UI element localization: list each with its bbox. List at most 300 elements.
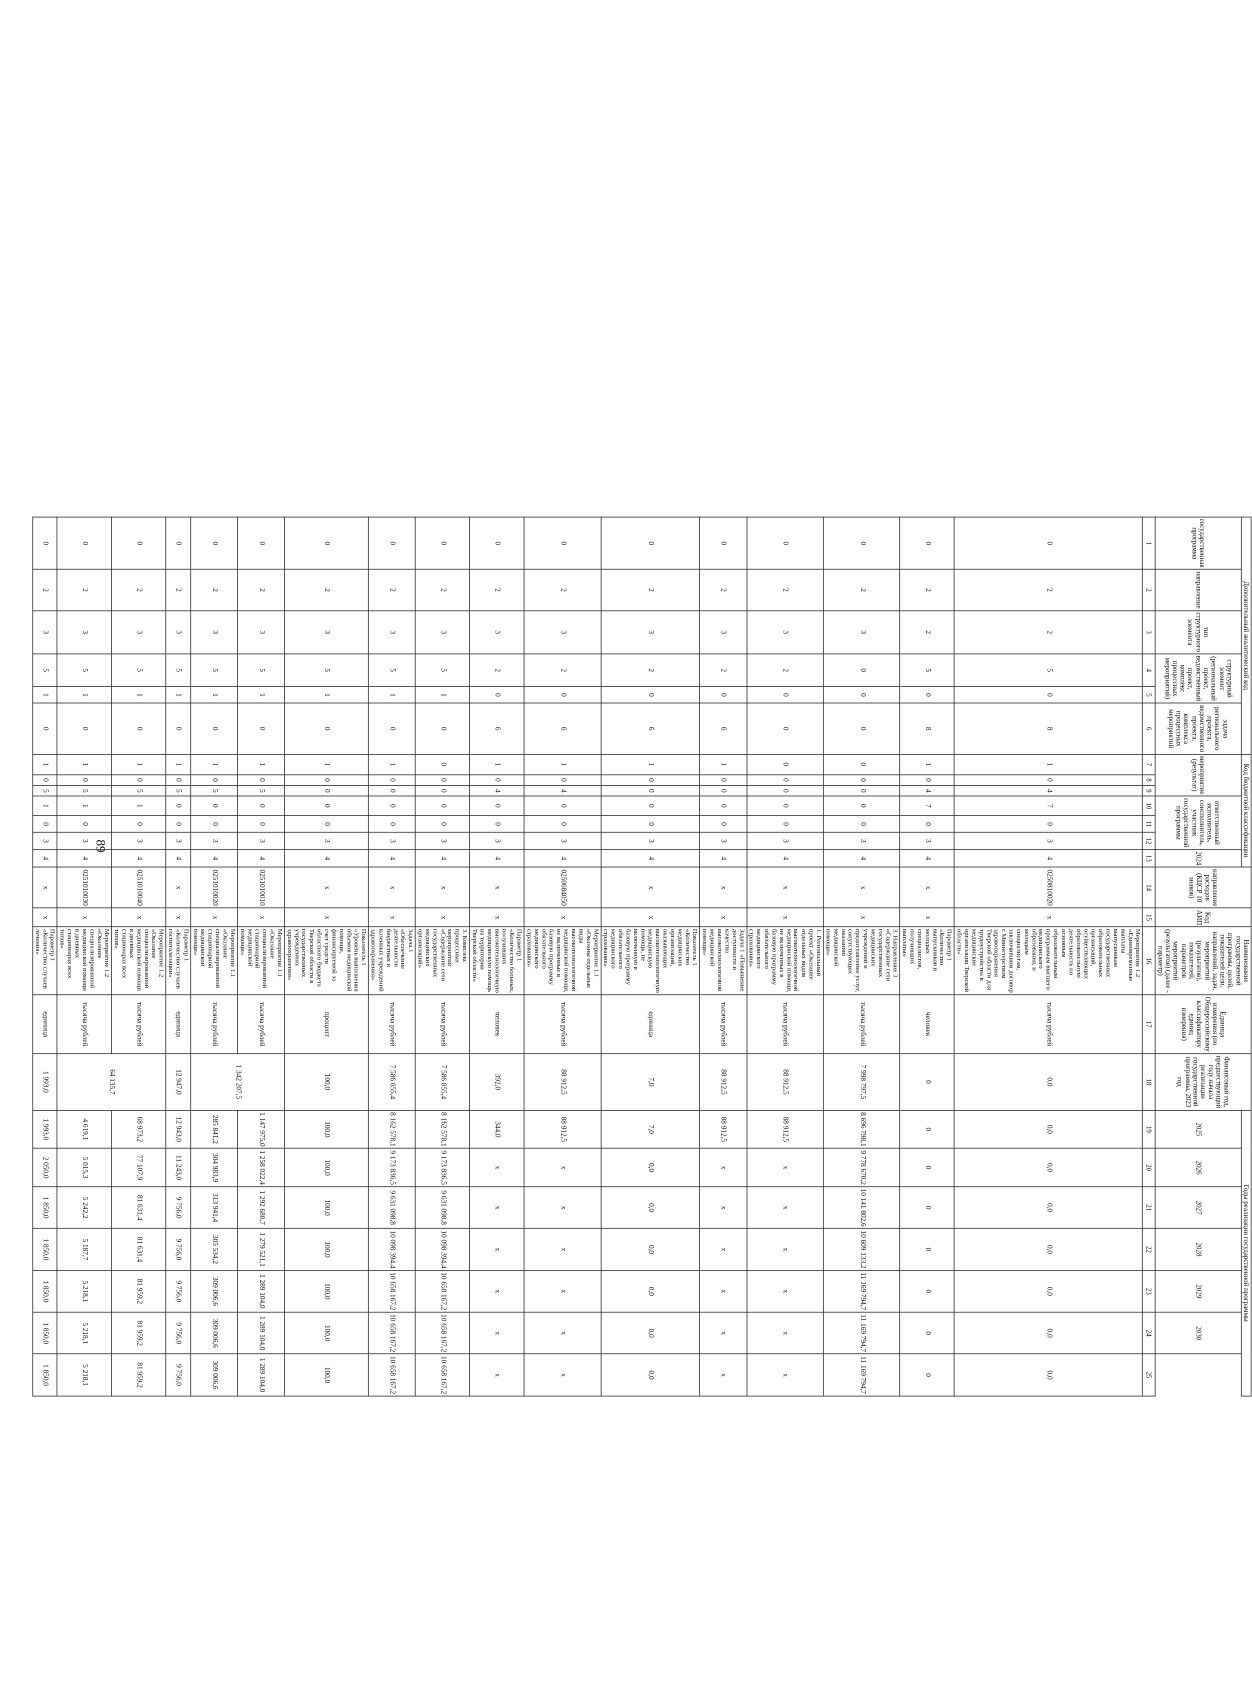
column-number: 1: [1143, 517, 1156, 569]
year-value-cell: 7,0: [601, 1110, 700, 1148]
code-cell: 0: [900, 517, 954, 569]
code-cell: 3: [112, 832, 166, 849]
code-cell: 5: [954, 654, 1142, 687]
code-cell: 0: [284, 774, 368, 785]
code-cell: 0: [470, 816, 524, 833]
code-cell: 0: [57, 703, 111, 754]
code-cell: 0: [112, 816, 166, 833]
base-year-cell: 7 586 055,4: [415, 1054, 469, 1111]
year-value-cell: 1 993,0: [33, 1110, 58, 1148]
code-cell: 4: [284, 849, 368, 867]
year-value-cell: 100,0: [284, 1148, 368, 1186]
year-value-cell: x: [700, 1354, 747, 1396]
year-value-cell: 10 141 802,6: [823, 1187, 900, 1229]
code-cell: 1: [166, 687, 191, 704]
header-direction: направление: [1155, 569, 1241, 610]
header-structural-element: структурный элемент (региональный проект, ведомственный проект, комплекс процессных мероприятий): [1155, 654, 1241, 704]
code-cell: 4: [470, 785, 524, 796]
table-row: [601, 517, 700, 1396]
code-cell: 3: [700, 610, 747, 653]
code-cell: 0: [112, 703, 166, 754]
year-value-cell: 10 658 167,2: [369, 1312, 416, 1354]
base-year-cell: 7 998 797,5: [823, 1054, 900, 1111]
code-cell: 1: [601, 754, 700, 774]
year-value-cell: 8 162 578,1: [369, 1110, 416, 1148]
code-cell: 0: [57, 816, 111, 833]
code-cell: 3: [112, 610, 166, 653]
code-cell: 0: [284, 796, 368, 815]
code-cell: 0: [700, 785, 747, 796]
code-cell: 0: [601, 517, 700, 569]
code-cell: 3: [524, 610, 601, 653]
year-value-cell: 100,0: [284, 1187, 368, 1229]
code-cell: 3: [166, 610, 191, 653]
code-cell: 1: [900, 754, 954, 774]
header-year-2024: 2024: [1155, 849, 1241, 867]
code-cell: 0: [166, 517, 191, 569]
year-value-cell: 10 658 167,2: [369, 1354, 416, 1396]
code-cell: 4: [191, 849, 238, 867]
base-year-cell: 392,0: [470, 1054, 524, 1111]
kcsr-cell: x: [284, 867, 368, 908]
header-element-type: тип структурного элемента: [1155, 610, 1241, 653]
year-value-cell: 9 173 836,5: [415, 1148, 469, 1186]
code-cell: 0: [237, 517, 284, 569]
code-cell: 4: [237, 849, 284, 867]
unit-cell: тысяча рублей: [57, 995, 111, 1054]
table-row: [112, 517, 166, 1396]
header-row-group: [1241, 517, 1251, 1396]
code-cell: 2: [954, 610, 1142, 653]
year-value-cell: 81 631,4: [112, 1229, 166, 1271]
code-cell: 0: [57, 517, 111, 569]
year-value-cell: 4 619,1: [57, 1110, 111, 1148]
year-value-cell: 313 941,4: [191, 1187, 238, 1229]
code-cell: 4: [601, 849, 700, 867]
unit-cell: тысяча рублей: [415, 995, 469, 1054]
year-value-cell: x: [747, 1187, 824, 1229]
program-table: [32, 517, 1251, 1397]
code-cell: 0: [823, 785, 900, 796]
code-cell: 2: [747, 654, 824, 687]
code-cell: 0: [700, 774, 747, 785]
code-cell: 0: [33, 517, 58, 569]
unit-cell: тысяча рублей: [823, 995, 900, 1054]
code-cell: 2: [237, 569, 284, 610]
code-cell: 0: [470, 687, 524, 704]
code-cell: 0: [954, 517, 1142, 569]
code-cell: 4: [954, 785, 1142, 796]
column-number: 3: [1143, 610, 1156, 653]
code-cell: 0: [191, 517, 238, 569]
code-cell: 2: [601, 654, 700, 687]
aip-cell: x: [33, 908, 58, 927]
year-value-cell: 1 147 975,0: [237, 1110, 284, 1148]
aip-cell: x: [112, 908, 166, 927]
code-cell: 0: [700, 796, 747, 815]
code-cell: 0: [284, 785, 368, 796]
code-cell: 5: [191, 785, 238, 796]
code-cell: 0: [470, 774, 524, 785]
code-cell: 0: [823, 774, 900, 785]
year-value-cell: x: [700, 1312, 747, 1354]
kcsr-cell: x: [33, 867, 58, 908]
year-value-cell: x: [700, 1148, 747, 1186]
code-cell: 3: [369, 610, 416, 653]
code-cell: 0: [601, 774, 700, 785]
table-row: [166, 517, 191, 1396]
header-year-2025: 2025: [1155, 1110, 1241, 1148]
aip-cell: x: [284, 908, 368, 927]
header-year-2028: 2028: [1155, 1229, 1241, 1271]
year-value-cell: 0: [900, 1229, 954, 1271]
code-cell: 2: [700, 569, 747, 610]
column-number-row: [1143, 517, 1156, 1396]
year-value-cell: 0,0: [601, 1148, 700, 1186]
unit-cell: тысяча рублей: [700, 995, 747, 1054]
kcsr-cell: x: [823, 867, 900, 908]
kcsr-cell: x: [700, 867, 747, 908]
code-cell: 0: [33, 774, 58, 785]
code-cell: 0: [747, 517, 824, 569]
name-cell: Мероприятие 1.2 «Оказание специализированной медицинской помощи в дневных стационарах всех типов»: [57, 927, 111, 995]
code-cell: 1: [191, 754, 238, 774]
year-value-cell: 309 006,6: [191, 1270, 238, 1312]
table-row: [524, 517, 601, 1396]
code-cell: 3: [415, 832, 469, 849]
code-cell: 5: [237, 785, 284, 796]
column-number: 15: [1143, 908, 1156, 927]
code-cell: 0: [415, 785, 469, 796]
code-cell: 4: [470, 849, 524, 867]
code-cell: 0: [900, 774, 954, 785]
code-cell: 3: [470, 610, 524, 653]
header-year-2030: 2030: [1155, 1312, 1241, 1354]
year-value-cell: 0,0: [954, 1270, 1142, 1312]
kcsr-cell: 0251010030: [57, 867, 111, 908]
header-executor: ответственный исполнитель, соисполнитель, участник государственной программы: [1155, 796, 1241, 849]
year-value-cell: 0,0: [954, 1110, 1142, 1148]
base-year-cell: 0,0: [954, 1054, 1142, 1111]
code-cell: 1: [166, 754, 191, 774]
column-number: 21: [1143, 1187, 1156, 1229]
year-value-cell: 68 973,2: [112, 1110, 166, 1148]
table-row: [954, 517, 1142, 1396]
year-value-cell: 0: [900, 1187, 954, 1229]
code-cell: 2: [900, 610, 954, 653]
kcsr-cell: 0250810020: [954, 867, 1142, 908]
header-aip-code: Код АИП: [1155, 908, 1251, 927]
table-row: [237, 517, 284, 1396]
code-cell: 1: [470, 754, 524, 774]
year-value-cell: 9 756,0: [166, 1354, 191, 1396]
code-cell: 0: [700, 517, 747, 569]
year-value-cell: x: [524, 1354, 601, 1396]
column-number: 4: [1143, 654, 1156, 687]
code-cell: 0: [524, 687, 601, 704]
code-cell: 0: [166, 774, 191, 785]
unit-cell: процент: [284, 995, 368, 1054]
code-cell: 3: [57, 832, 111, 849]
code-cell: 5: [191, 654, 238, 687]
name-cell: Задача 1 «Обеспечение деятельности бюджетных и казенных учреждений здравоохранения»: [369, 927, 416, 995]
name-cell: Показатель 1 «Количество медицинских организаций, оказывающих высокотехнологичную медицинскую помощь, не включенную в базовую программу обязательного медицинского страхования»: [602, 928, 700, 993]
code-cell: 1: [57, 754, 111, 774]
name-cell: Параметр 1 «Количество больных, получивших высокотехнологичную медицинскую помощь на территории Тверской области»: [471, 928, 524, 993]
base-year-cell: 12 947,0: [166, 1054, 191, 1111]
code-cell: 0: [369, 703, 416, 754]
column-number: 6: [1143, 703, 1156, 754]
name-cell: Параметр 1 «Количество выпускников и молодых специалистов, получивших выплаты»: [900, 927, 954, 995]
name-cell: 3. Направление 3 «Содержание сети государственных медицинских учреждений и предоставление услуг, сопутствующих оказанию медицинской помощи»: [823, 927, 900, 995]
year-value-cell: 0: [900, 1312, 954, 1354]
unit-cell: человек: [900, 995, 954, 1054]
aip-cell: x: [57, 908, 111, 927]
year-value-cell: 9 778 670,2: [823, 1148, 900, 1186]
code-cell: 5: [166, 785, 191, 796]
page-number: 89: [93, 839, 109, 853]
code-cell: 6: [700, 703, 747, 754]
header-name: Наименование государственной программы, целей, показателей цели, направлений, задач, мероприятий (результатов), показателей, параметров мероприятий (результатов) (далее - параметр): [1155, 927, 1251, 995]
kcsr-cell: x: [601, 867, 700, 908]
year-value-cell: x: [747, 1270, 824, 1312]
code-cell: 0: [369, 796, 416, 815]
code-cell: 0: [954, 816, 1142, 833]
column-number: 8: [1143, 774, 1156, 785]
year-value-cell: x: [524, 1270, 601, 1312]
year-value-cell: 5 218,1: [57, 1312, 111, 1354]
aip-cell: x: [747, 908, 824, 927]
year-value-cell: 0,0: [954, 1312, 1142, 1354]
table-row: [415, 517, 469, 1396]
year-value-cell: 81 959,2: [112, 1354, 166, 1396]
year-value-cell: x: [470, 1354, 524, 1396]
year-value-cell: x: [524, 1187, 601, 1229]
year-value-cell: 11 169 794,7: [823, 1312, 900, 1354]
code-cell: 4: [900, 849, 954, 867]
code-cell: 0: [823, 517, 900, 569]
unit-cell: тысяча рублей: [191, 995, 238, 1054]
base-year-cell: 88 912,5: [747, 1054, 824, 1111]
header-years-group: Годы реализации государственной программы: [1241, 1110, 1251, 1396]
code-cell: 1: [237, 754, 284, 774]
year-value-cell: 1 850,0: [33, 1312, 58, 1354]
code-cell: 3: [284, 610, 368, 653]
code-cell: 0: [284, 703, 368, 754]
kcsr-cell: 0250684050: [524, 867, 601, 908]
code-cell: 1: [415, 687, 469, 704]
year-value-cell: 285 841,2: [191, 1110, 238, 1148]
code-cell: 0: [601, 785, 700, 796]
code-cell: 3: [284, 832, 368, 849]
code-cell: 0: [823, 687, 900, 704]
code-cell: 4: [33, 849, 58, 867]
code-cell: 1: [284, 687, 368, 704]
base-year-cell: 1 993,0: [33, 1054, 58, 1111]
base-year-cell: 7 586 055,4: [369, 1054, 416, 1111]
code-cell: 0: [954, 774, 1142, 785]
base-year-cell: 1 342 207,5: [191, 1054, 285, 1111]
year-value-cell: x: [700, 1229, 747, 1271]
code-cell: 5: [112, 785, 166, 796]
year-value-cell: 9 631 098,8: [415, 1187, 469, 1229]
unit-cell: единица: [166, 995, 191, 1054]
code-cell: 3: [166, 832, 191, 849]
code-cell: 0: [112, 774, 166, 785]
year-value-cell: 304 983,9: [191, 1148, 238, 1186]
year-value-cell: 10 658 167,2: [415, 1312, 469, 1354]
code-cell: 3: [369, 832, 416, 849]
aip-cell: x: [900, 908, 954, 927]
code-cell: 4: [524, 849, 601, 867]
code-cell: 3: [237, 610, 284, 653]
kcsr-cell: x: [470, 867, 524, 908]
year-value-cell: 1 850,0: [33, 1229, 58, 1271]
year-value-cell: 0: [900, 1110, 954, 1148]
code-cell: 5: [284, 654, 368, 687]
code-cell: 4: [415, 849, 469, 867]
kcsr-cell: x: [415, 867, 469, 908]
column-number: 20: [1143, 1148, 1156, 1186]
code-cell: 2: [524, 654, 601, 687]
year-value-cell: 9 756,0: [166, 1270, 191, 1312]
code-cell: 5: [57, 654, 111, 687]
name-cell: Показатель 1 «Уровень выполнения объемов медицинской помощи, финансируемой за счет средств областного бюджета Тверской области в государственных учреждениях здравоохранения»: [284, 927, 368, 995]
base-year-cell: 100,0: [284, 1054, 368, 1111]
year-value-cell: 100,0: [284, 1110, 368, 1148]
year-value-cell: 0,0: [601, 1187, 700, 1229]
code-cell: 2: [284, 569, 368, 610]
name-cell: 1. Региональный проект «Оказание отдельных видов высокотехнологичной медицинской помощи, не включенных в базовую программу обязательного медицинского страхования»: [747, 927, 824, 995]
base-year-cell: 88 912,5: [700, 1054, 747, 1111]
year-value-cell: 11 169 794,7: [823, 1270, 900, 1312]
code-cell: 1: [237, 687, 284, 704]
code-cell: 0: [369, 785, 416, 796]
year-value-cell: 88 912,5: [524, 1110, 601, 1148]
code-cell: 1: [284, 754, 368, 774]
code-cell: 1: [57, 687, 111, 704]
year-value-cell: 5 015,3: [57, 1148, 111, 1186]
code-cell: 0: [601, 816, 700, 833]
code-cell: 0: [369, 774, 416, 785]
name-cell: Мероприятие 1.1 «Оказаны отдельные виды высокотехнологичной медицинской помощи, не включенные в базовую программу обязательного медицинского страхования»: [524, 927, 601, 995]
column-number: 9: [1143, 785, 1156, 796]
code-cell: 0: [524, 517, 601, 569]
year-value-cell: 0,0: [954, 1187, 1142, 1229]
base-year-cell: 7,0: [601, 1054, 700, 1111]
year-value-cell: x: [524, 1148, 601, 1186]
year-value-cell: 10 098 394,4: [415, 1229, 469, 1271]
code-cell: 2: [166, 569, 191, 610]
code-cell: 1: [369, 754, 416, 774]
code-cell: 0: [415, 796, 469, 815]
code-cell: 3: [700, 832, 747, 849]
code-cell: 0: [823, 754, 900, 774]
code-cell: 6: [470, 703, 524, 754]
code-cell: 6: [524, 703, 601, 754]
year-value-cell: 9 631 098,8: [369, 1187, 416, 1229]
code-cell: 7: [900, 796, 954, 815]
year-value-cell: 0,0: [601, 1354, 700, 1396]
header-additional-code: Дополнительный аналитический код: [1241, 517, 1251, 754]
year-value-cell: 10 098 394,4: [369, 1229, 416, 1271]
year-value-cell: 100,0: [284, 1270, 368, 1312]
code-cell: 4: [700, 849, 747, 867]
code-cell: 2: [900, 569, 954, 610]
code-cell: 3: [237, 832, 284, 849]
code-cell: 4: [823, 849, 900, 867]
code-cell: 1: [112, 754, 166, 774]
code-cell: 0: [415, 703, 469, 754]
unit-cell: тысяча рублей: [524, 995, 601, 1054]
column-number: 19: [1143, 1110, 1156, 1148]
year-value-cell: 11 243,0: [166, 1148, 191, 1186]
year-value-cell: x: [470, 1187, 524, 1229]
table-row: [823, 517, 900, 1396]
code-cell: 0: [601, 687, 700, 704]
year-value-cell: 1 258 022,4: [237, 1148, 284, 1186]
code-cell: 2: [57, 569, 111, 610]
column-number: 16: [1143, 927, 1156, 995]
column-number: 22: [1143, 1229, 1156, 1271]
name-cell: 3. Комплекс процессных мероприятий «Содержание сети государственных медицинских организаций»: [415, 927, 469, 995]
table-row: [747, 517, 824, 1396]
year-value-cell: 10 658 167,2: [415, 1354, 469, 1396]
year-value-cell: 2 050,0: [33, 1148, 58, 1186]
year-value-cell: 0,0: [601, 1270, 700, 1312]
code-cell: 4: [954, 849, 1142, 867]
year-value-cell: x: [747, 1148, 824, 1186]
code-cell: 0: [900, 816, 954, 833]
code-cell: 7: [954, 796, 1142, 815]
table-row: [57, 517, 111, 1396]
code-cell: 0: [191, 774, 238, 785]
column-number: 12: [1143, 832, 1156, 849]
code-cell: 2: [954, 569, 1142, 610]
code-cell: 0: [112, 517, 166, 569]
header-measure: мероприятие (результат): [1155, 754, 1241, 796]
header-year-2027: 2027: [1155, 1187, 1241, 1229]
column-number: 11: [1143, 816, 1156, 833]
code-cell: 0: [284, 517, 368, 569]
year-value-cell: 309 006,6: [191, 1312, 238, 1354]
year-value-cell: 12 943,0: [166, 1110, 191, 1148]
year-value-cell: 0: [900, 1270, 954, 1312]
code-cell: 1: [33, 687, 58, 704]
code-cell: 3: [33, 832, 58, 849]
unit-cell: человек: [470, 995, 524, 1054]
kcsr-cell: x: [747, 867, 824, 908]
code-cell: 8: [900, 703, 954, 754]
year-value-cell: 81 959,2: [112, 1270, 166, 1312]
header-expense-direction: направление расходов (КЦСР 10 знаков): [1155, 867, 1251, 908]
year-value-cell: x: [524, 1229, 601, 1271]
name-cell: Параметр 1 «Количество случаев лечения»: [33, 927, 58, 995]
code-cell: 3: [823, 610, 900, 653]
year-value-cell: 309 006,6: [191, 1354, 238, 1396]
code-cell: 4: [900, 785, 954, 796]
year-value-cell: x: [470, 1148, 524, 1186]
year-value-cell: 0: [900, 1148, 954, 1186]
aip-cell: x: [166, 908, 191, 927]
base-year-cell: 64 135,7: [57, 1054, 166, 1111]
base-year-cell: 0: [900, 1054, 954, 1111]
code-cell: 0: [747, 774, 824, 785]
year-value-cell: 5 187,7: [57, 1229, 111, 1271]
code-cell: 4: [57, 849, 111, 867]
code-cell: 0: [747, 816, 824, 833]
year-value-cell: 88 912,5: [747, 1110, 824, 1148]
